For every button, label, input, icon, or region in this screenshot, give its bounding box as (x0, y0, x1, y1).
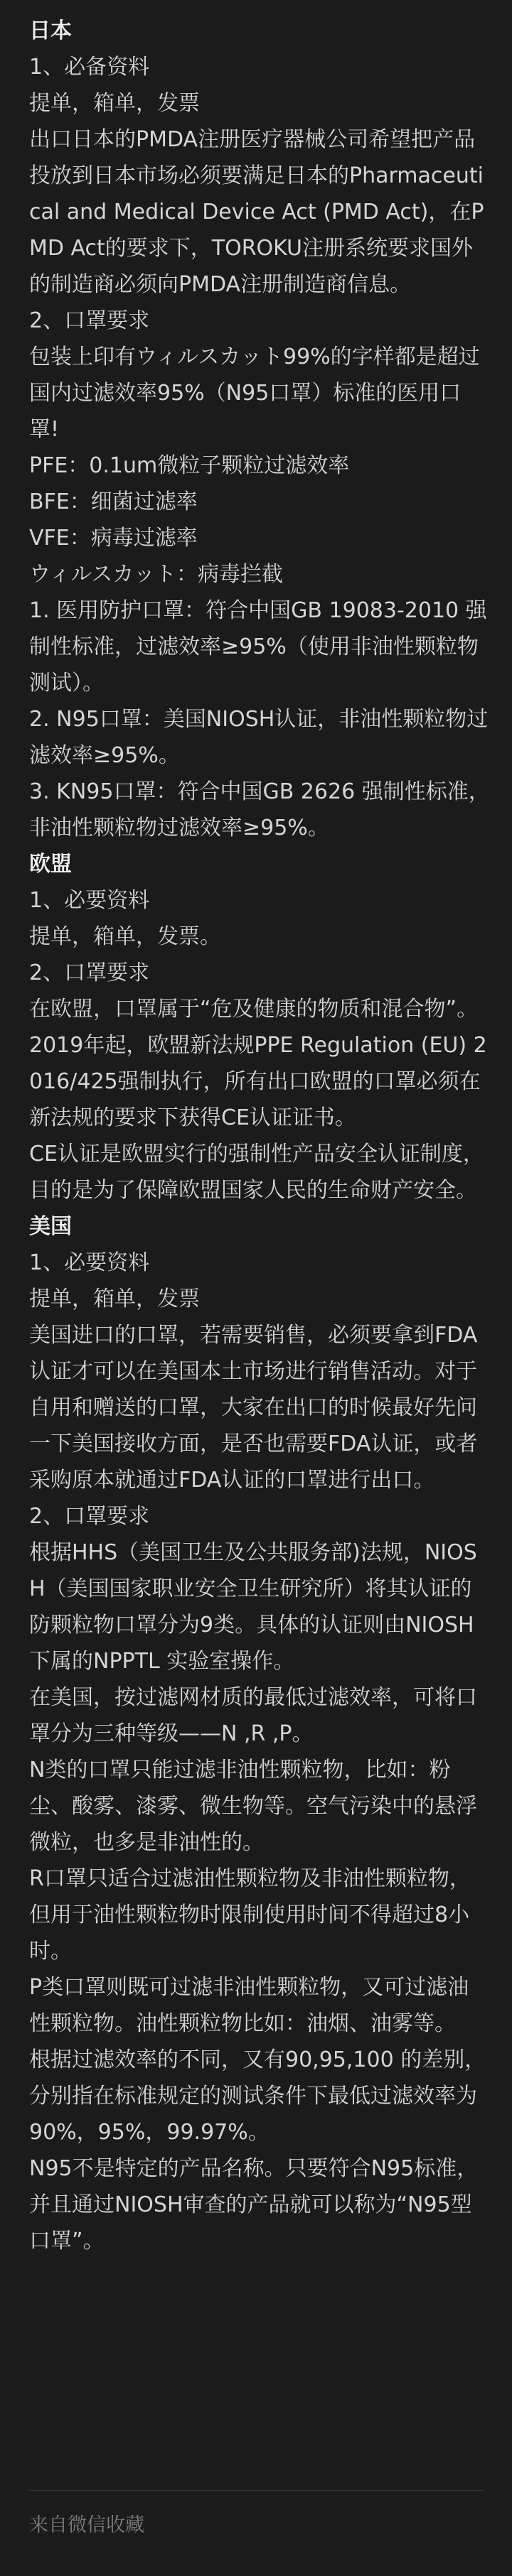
paragraph: 提单，箱单，发票 (29, 91, 200, 116)
paragraph: PFE：0.1um微粒子颗粒过滤效率 (29, 453, 350, 478)
paragraph: N类的口罩只能过滤非油性颗粒物，比如：粉尘、酸雾、漆雾、微生物等。空气污染中的悬浮微粒，也多是非油性的。 (29, 1758, 477, 1855)
paragraph: 2、口罩要求 (29, 308, 150, 333)
paragraph: VFE：病毒过滤率 (29, 526, 198, 551)
paragraph: R口罩只适合过滤油性颗粒物及非油性颗粒物，但用于油性颗粒物时限制使用时间不得超过8小时。 (29, 1866, 471, 1964)
paragraph: 根据过滤效率的不同，又有90,95,100 的差别，分别指在标准规定的测试条件下最低过滤效率为90%，95%，99.97%。 (29, 2047, 486, 2145)
paragraph: 美国进口的口罩，若需要销售，必须要拿到FDA认证才可以在美国本土市场进行销售活动。对于自用和赠送的口罩，大家在出口的时候最好先问一下美国接收方面，是否也需要FDA认证，或者采购原本就通过FDA认证的口罩进行出口。 (29, 1323, 478, 1493)
paragraph: BFE：细菌过滤率 (29, 489, 198, 514)
footer-source-text: 来自微信收藏 (29, 2514, 144, 2536)
paragraph: CE认证是欧盟实行的强制性产品安全认证制度，目的是为了保障欧盟国家人民的生命财产安全。 (29, 1142, 484, 1203)
paragraph: 3. KN95口罩：符合中国GB 2626 强制性标准，非油性颗粒物过滤效率≥95%。 (29, 779, 490, 840)
paragraph: 2、口罩要求 (29, 960, 150, 985)
section-heading: 美国 (29, 1214, 72, 1239)
paragraph: 1、必备资料 (29, 55, 150, 80)
paragraph: 根据HHS（美国卫生及公共服务部)法规，NIOSH（美国国家职业安全卫生研究所）将其认证的防颗粒物口罩分为9类。具体的认证则由NIOSH下属的NPPTL 实验室操作。 (29, 1540, 477, 1674)
paragraph: 2. N95口罩：美国NIOSH认证，非油性颗粒物过滤效率≥95%。 (29, 707, 489, 768)
paragraph: 提单，箱单，发票。 (29, 924, 221, 949)
paragraph: 出口日本的PMDA注册医疗器械公司希望把产品投放到日本市场必须要满足日本的Pharmaceutical and Medical Device Act (PMD Act)，在PMD Act的要求下，TOROKU注册系统要求国外的制造商必须向PMDA注册制造商信息。 (29, 127, 484, 297)
paragraph: 在美国，按过滤网材质的最低过滤效率，可将口罩分为三种等级——N ,R ,P。 (29, 1685, 477, 1746)
paragraph: N95不是特定的产品名称。只要符合N95标准，并且通过NIOSH审查的产品就可以称为“N95型口罩”。 (29, 2156, 479, 2253)
paragraph: 在欧盟，口罩属于“危及健康的物质和混合物”。2019年起，欧盟新法规PPE Regulation (EU) 2016/425强制执行，所有出口欧盟的口罩必须在新法规的要求下获得CE认证证书。 (29, 997, 487, 1130)
paragraph: 2、口罩要求 (29, 1504, 150, 1529)
note-article (29, 13, 490, 2259)
section-heading: 日本 (29, 18, 72, 43)
paragraph: P类口罩则既可过滤非油性颗粒物，又可过滤油性颗粒物。油性颗粒物比如：油烟、油雾等。 (29, 1975, 469, 2036)
paragraph: 1、必要资料 (29, 888, 150, 913)
paragraph: 1、必要资料 (29, 1250, 150, 1275)
paragraph: 包装上印有ウィルスカット99%的字样都是超过国内过滤效率95%（N95口罩）标准的医用口罩! (29, 345, 480, 442)
paragraph: 1. 医用防护口罩：符合中国GB 19083-2010 强制性标准，过滤效率≥95%（使用非油性颗粒物测试）。 (29, 598, 487, 696)
footer-divider (29, 2490, 484, 2491)
paragraph: 提单，箱单，发票 (29, 1287, 200, 1311)
section-heading: 欧盟 (29, 852, 72, 877)
paragraph: ウィルスカット：病毒拦截 (29, 562, 283, 587)
